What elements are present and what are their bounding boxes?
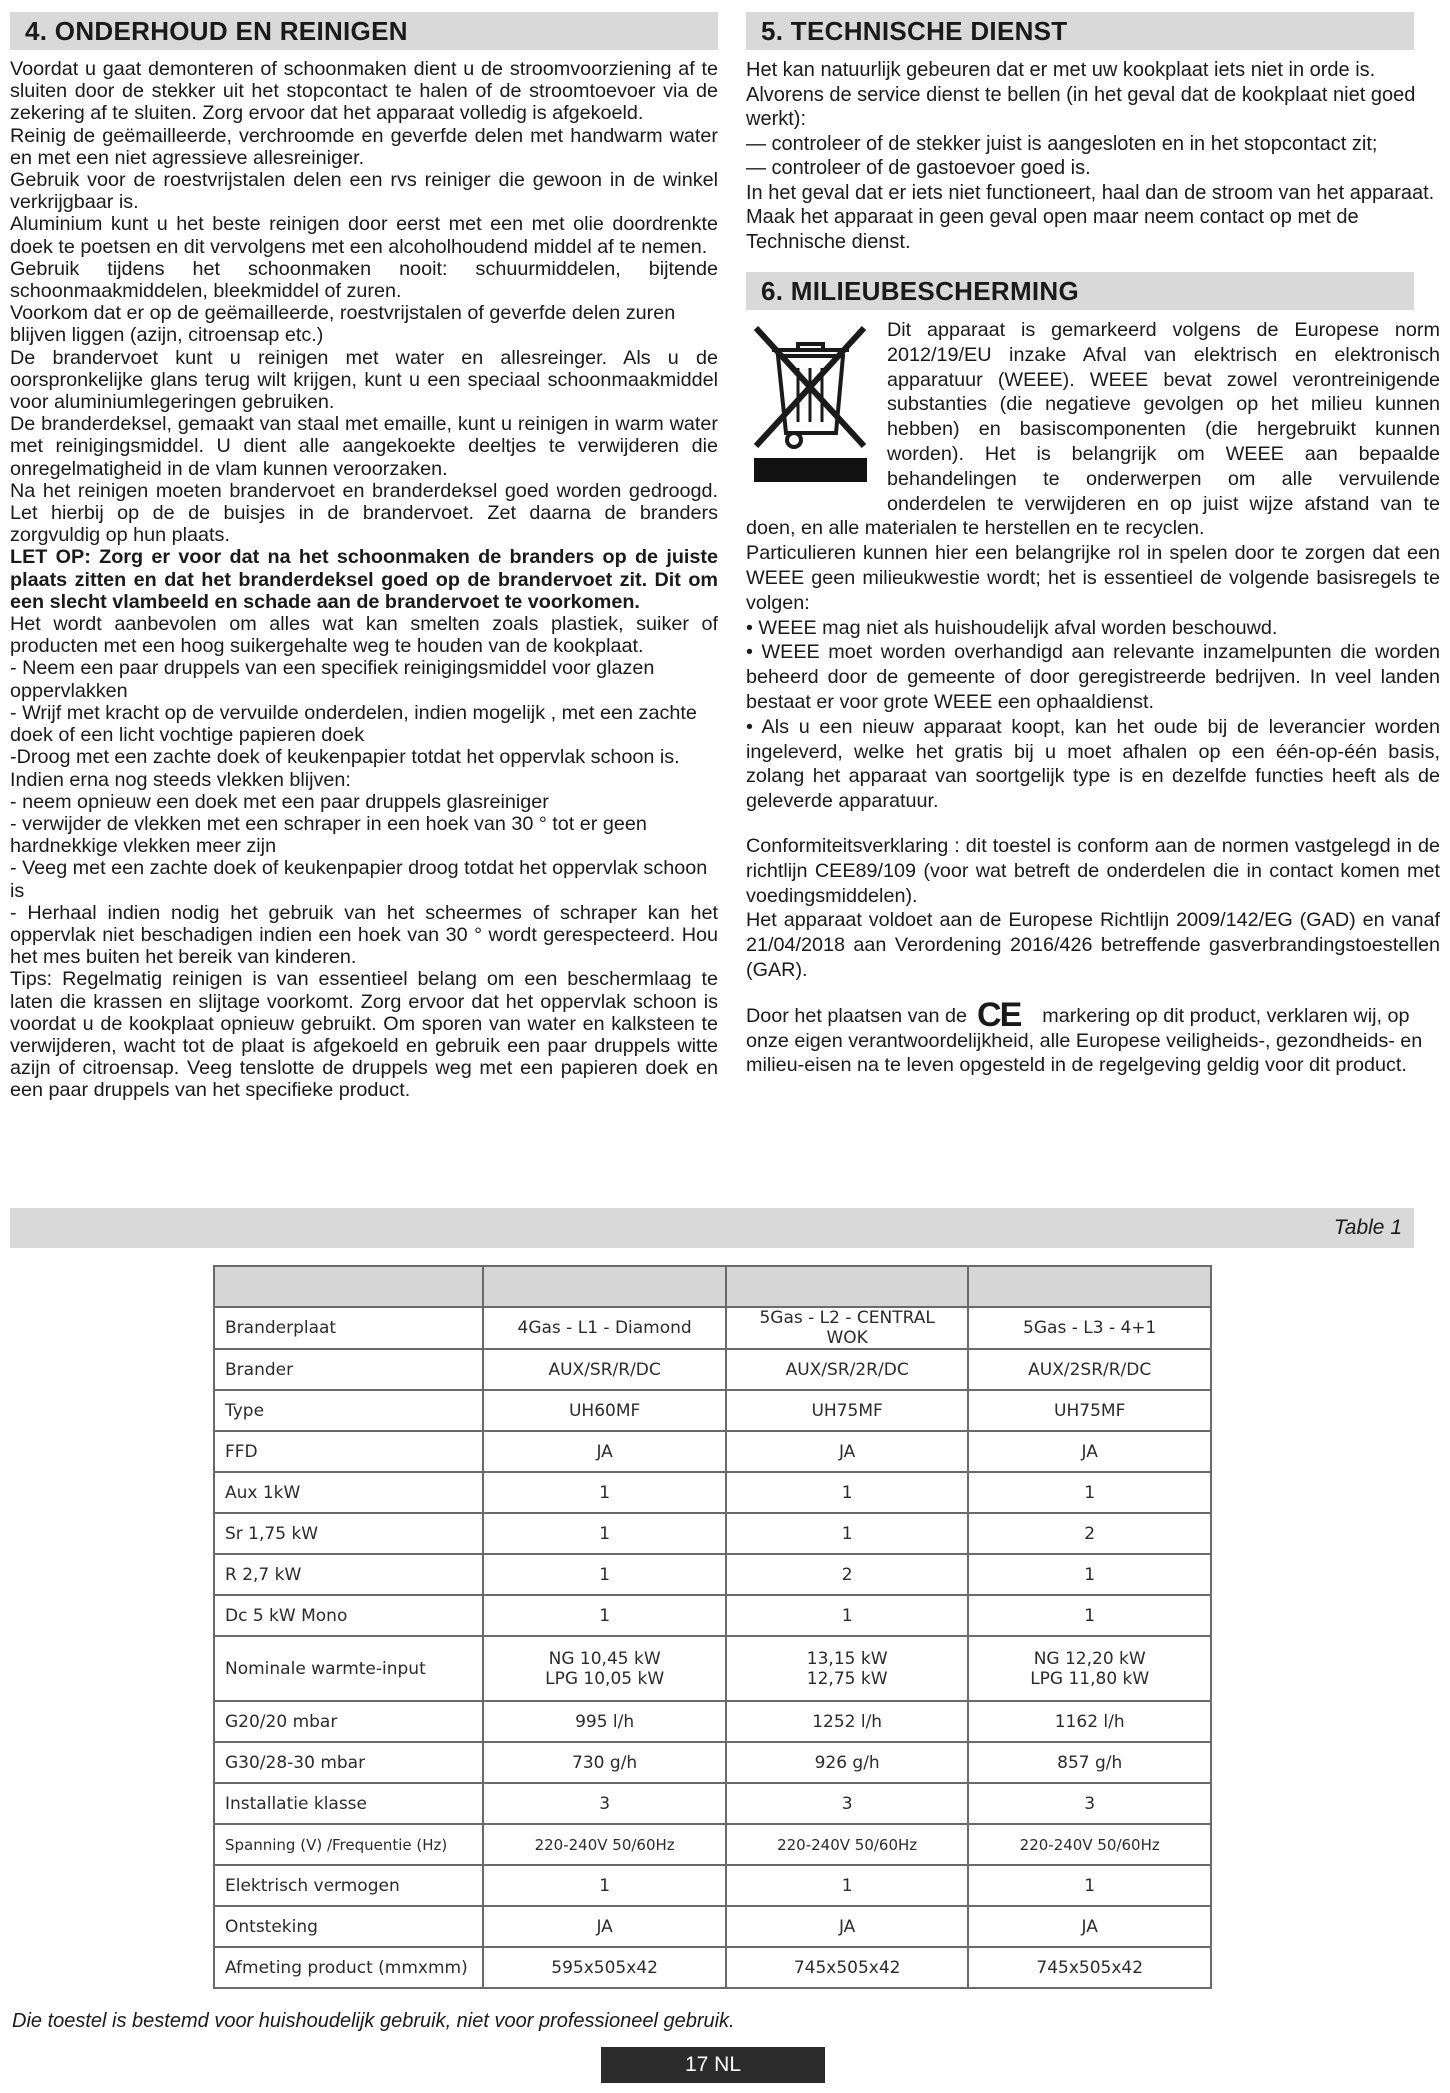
table-row bbox=[214, 1431, 1211, 1472]
cell: 1252 l/h bbox=[726, 1701, 969, 1742]
section-title-onderhoud: 4. ONDERHOUD EN REINIGEN bbox=[10, 12, 718, 50]
cell: 3 bbox=[483, 1783, 726, 1824]
cell: 730 g/h bbox=[483, 1742, 726, 1783]
table-row bbox=[214, 1349, 1211, 1390]
row-label: Sr 1,75 kW bbox=[214, 1513, 483, 1554]
cell-line: LPG 10,05 kW bbox=[545, 1668, 665, 1689]
paragraph: Gebruik voor de roestvrijstalen delen een rvs reiniger die gewoon in de winkel verkrijgbaar is. bbox=[10, 169, 718, 214]
table-row bbox=[214, 1554, 1211, 1595]
paragraph: Gebruik tijdens het schoonmaken nooit: schuurmiddelen, bijtende schoonmaakmiddelen, bleekmiddel of zuren. bbox=[10, 257, 718, 303]
row-label: Ontsteking bbox=[214, 1906, 483, 1947]
cell: 220-240V 50/60Hz bbox=[483, 1824, 726, 1865]
cell: JA bbox=[968, 1431, 1211, 1472]
cell-line: 13,15 kW bbox=[806, 1648, 888, 1669]
table-row bbox=[214, 1783, 1211, 1824]
cell: 220-240V 50/60Hz bbox=[726, 1824, 969, 1865]
cell: UH60MF bbox=[483, 1390, 726, 1431]
paragraph: Dit apparaat is gemarkeerd volgens de Europese norm 2012/19/EU inzake Afval van elektrisch en elektronisch apparatuur (WEEE). WEEE bevat zowel verontreinigende substanties (die negatieve gevolgen op het milieu kunnen hebben) en basiscomponenten (die hergebruikt kunnen worden). Het is belangrijk om WEEE aan bepaalde behandelingen te onderwerpen om alle vervuilende onderdelen te verwijderen en op juist wijze afstand van te doen, en alle materialen te herstellen en te recyclen. bbox=[746, 319, 1440, 540]
cell: JA bbox=[483, 1906, 726, 1947]
paragraph: • Als u een nieuw apparaat koopt, kan het oude bij de leverancier worden ingeleverd, welke het gratis bij u moet afhalen op een één-op-één basis, zolang het apparaat van soortgelijk type is en dezelfde functies heeft als de geleverde apparatuur. bbox=[746, 715, 1440, 813]
cell: AUX/SR/R/DC bbox=[483, 1349, 726, 1390]
cell: 1162 l/h bbox=[968, 1701, 1211, 1742]
cell bbox=[483, 1636, 726, 1701]
cell-line: LPG 11,80 kW bbox=[1030, 1668, 1150, 1689]
crossed-out-wheelie-bin-icon bbox=[748, 318, 873, 488]
spec-table bbox=[213, 1265, 1212, 1989]
ce-suffix: markering op dit product, verklaren wij, op onze eigen verantwoordelijkheid, alle Europese veiligheids-, gezondheids- en milieu-eisen na te leven opgesteld in de regelgeving geldig voor dit product. bbox=[746, 1004, 1423, 1077]
table-row bbox=[214, 1307, 1211, 1349]
cell-line: NG 12,20 kW bbox=[1033, 1648, 1146, 1669]
cell: 1 bbox=[726, 1595, 969, 1636]
cell: AUX/SR/2R/DC bbox=[726, 1349, 969, 1390]
section-title-technische-dienst: 5. TECHNISCHE DIENST bbox=[746, 12, 1414, 50]
cell: 220-240V 50/60Hz bbox=[968, 1824, 1211, 1865]
cell: 1 bbox=[726, 1472, 969, 1513]
cell: 595x505x42 bbox=[483, 1947, 726, 1988]
table-row bbox=[214, 1390, 1211, 1431]
cell: 926 g/h bbox=[726, 1742, 969, 1783]
section-title-milieubescherming: 6. MILIEUBESCHERMING bbox=[746, 272, 1414, 310]
row-label: Brander bbox=[214, 1349, 483, 1390]
cell: 1 bbox=[968, 1595, 1211, 1636]
paragraph: De brandervoet kunt u reinigen met water en allesreinger. Als u de oorspronkelijke glans terug wilt krijgen, kunt u een speciaal schoonmaakmiddel voor aluminiumlegeringen gebruiken. bbox=[10, 346, 718, 414]
paragraph: De branderdeksel, gemaakt van staal met emaille, kunt u reinigen in warm water met reinigingsmiddel. U dient alle aangekoekte deeltjes te verwijderen die onregelmatigheid in de vlam kunnen veroorzaken. bbox=[10, 413, 718, 480]
section-body-milieubescherming bbox=[746, 318, 1440, 1078]
warning-paragraph: LET OP: Zorg er voor dat na het schoonmaken de branders op de juiste plaats zitten en dat het branderdeksel goed op de brandervoet zit. Dit om een slecht vlambeeld en schade aan de brandervoet te voorkomen. bbox=[10, 546, 718, 613]
header-cell bbox=[214, 1266, 483, 1307]
table-caption-bar bbox=[10, 1208, 1414, 1248]
cell: JA bbox=[968, 1906, 1211, 1947]
table-row bbox=[214, 1824, 1211, 1865]
cell: AUX/2SR/R/DC bbox=[968, 1349, 1211, 1390]
paragraph: - verwijder de vlekken met een schraper in een hoek van 30 ° tot er geen hardnekkige vlekken meer zijn bbox=[10, 812, 647, 858]
cell: 5Gas - L2 - CENTRAL WOK bbox=[726, 1307, 969, 1349]
row-label: Installatie klasse bbox=[214, 1783, 483, 1824]
cell: JA bbox=[726, 1431, 969, 1472]
ce-mark-icon: CE bbox=[977, 995, 1021, 1034]
cell: 745x505x42 bbox=[968, 1947, 1211, 1988]
row-label: R 2,7 kW bbox=[214, 1554, 483, 1595]
row-label: Afmeting product (mmxmm) bbox=[214, 1947, 483, 1988]
table-row bbox=[214, 1636, 1211, 1701]
row-label: G30/28-30 mbar bbox=[214, 1742, 483, 1783]
row-label: Branderplaat bbox=[214, 1307, 483, 1349]
paragraph: Voorkom dat er op de geëmailleerde, roestvrijstalen of geverfde delen zuren blijven liggen (azijn, citroensap etc.) bbox=[10, 302, 676, 347]
cell: 2 bbox=[726, 1554, 969, 1595]
cell: 745x505x42 bbox=[726, 1947, 969, 1988]
paragraph: Het apparaat voldoet aan de Europese Richtlijn 2009/142/EG (GAD) en vanaf 21/04/2018 aan Verordening 2016/426 betreffende gasverbrandingstoestellen (GAR). bbox=[746, 909, 1440, 981]
cell: 1 bbox=[726, 1865, 969, 1906]
cell: 1 bbox=[483, 1865, 726, 1906]
table-caption: Table 1 bbox=[1333, 1216, 1402, 1239]
cell: JA bbox=[483, 1431, 726, 1472]
cell: 857 g/h bbox=[968, 1742, 1211, 1783]
paragraph: Het kan natuurlijk gebeuren dat er met uw kookplaat iets niet in orde is. Alvorens de service dienst te bellen (in het geval dat de kookplaat niet goed werkt): bbox=[746, 59, 1416, 130]
ce-prefix: Door het plaatsen van de bbox=[746, 1004, 968, 1027]
row-label: Spanning (V) /Frequentie (Hz) bbox=[214, 1824, 483, 1865]
paragraph: Tips: Regelmatig reinigen is van essentieel belang om een beschermlaag te laten die krassen en slijtage voorkomt. Zorg ervoor dat het oppervlak schoon is voordat u de kookplaat opnieuw gebruikt. Om sporen van water en kalksteen te verwijderen, wacht tot de plaat is afgekoeld en gebruik een paar druppels witte azijn of citroensap. Veeg tenslotte de druppels weg met een papieren doek en een paar druppels van het specifieke product. bbox=[10, 968, 718, 1102]
cell-line: NG 10,45 kW bbox=[548, 1648, 661, 1669]
paragraph: -Droog met een zachte doek of keukenpapier totdat het oppervlak schoon is. Indien erna nog steeds vlekken blijven: bbox=[10, 746, 680, 791]
cell: 4Gas - L1 - Diamond bbox=[483, 1307, 726, 1349]
page-number: 17 NL bbox=[601, 2047, 825, 2083]
cell: 1 bbox=[483, 1472, 726, 1513]
paragraph: Het wordt aanbevolen om alles wat kan smelten zoals plastiek, suiker of producten met een hoog suikergehalte weg te houden van de kookplaat. bbox=[10, 613, 718, 658]
row-label: Elektrisch vermogen bbox=[214, 1865, 483, 1906]
table-row bbox=[214, 1701, 1211, 1742]
paragraph: • WEEE mag niet als huishoudelijk afval worden beschouwd. bbox=[746, 616, 1278, 639]
cell: 1 bbox=[483, 1554, 726, 1595]
row-label: Aux 1kW bbox=[214, 1472, 483, 1513]
paragraph: - Herhaal indien nodig het gebruik van het scheermes of schraper kan het oppervlak niet beschadigen indien een hoek van 30 ° wordt gerespecteerd. Hou het mes buiten het bereik van kinderen. bbox=[10, 901, 718, 969]
row-label: Dc 5 kW Mono bbox=[214, 1595, 483, 1636]
table-row bbox=[214, 1947, 1211, 1988]
paragraph: - Veeg met een zachte doek of keukenpapier droog totdat het oppervlak schoon is bbox=[10, 857, 708, 902]
table-row bbox=[214, 1742, 1211, 1783]
paragraph: Reinig de geëmailleerde, verchroomde en geverfde delen met handwarm water en met een niet agressieve allesreiniger. bbox=[10, 124, 718, 169]
row-label: Type bbox=[214, 1390, 483, 1431]
cell: 1 bbox=[483, 1513, 726, 1554]
paragraph: — controleer of de stekker juist is aangesloten en in het stopcontact zit; bbox=[746, 132, 1378, 155]
paragraph: Conformiteitsverklaring : dit toestel is conform aan de normen vastgelegd in de richtlijn CEE89/109 (voor wat betreft de onderdelen die in contact komen met voedingsmiddelen). bbox=[746, 834, 1440, 907]
paragraph: • WEEE moet worden overhandigd aan relevante inzamelpunten die worden beheerd door de gemeente of door geregistreerde bedrijven. In veel landen bestaat er voor grote WEEE een ophaaldienst. bbox=[746, 641, 1440, 713]
header-cell bbox=[726, 1266, 969, 1307]
row-label: Nominale warmte-input bbox=[214, 1636, 483, 1701]
table-row bbox=[214, 1595, 1211, 1636]
footer-note: Die toestel is bestemd voor huishoudelijk gebruik, niet voor professioneel gebruik. bbox=[12, 2010, 735, 2032]
right-column bbox=[746, 12, 1440, 1078]
table-header-row bbox=[214, 1266, 1211, 1307]
paragraph: — controleer of de gastoevoer goed is. bbox=[746, 157, 1091, 179]
cell: 3 bbox=[968, 1783, 1211, 1824]
cell: 1 bbox=[968, 1554, 1211, 1595]
cell: 995 l/h bbox=[483, 1701, 726, 1742]
header-cell bbox=[483, 1266, 726, 1307]
table-row bbox=[214, 1513, 1211, 1554]
table-row bbox=[214, 1865, 1211, 1906]
row-label: G20/20 mbar bbox=[214, 1701, 483, 1742]
paragraph: - neem opnieuw een doek met een paar druppels glasreiniger bbox=[10, 790, 549, 813]
cell: UH75MF bbox=[726, 1390, 969, 1431]
cell: 1 bbox=[968, 1472, 1211, 1513]
section-onderhoud bbox=[10, 12, 718, 1102]
ce-paragraph bbox=[746, 995, 1440, 1078]
cell bbox=[968, 1636, 1211, 1701]
table-row bbox=[214, 1906, 1211, 1947]
section-body-onderhoud bbox=[10, 58, 718, 1102]
paragraph: Na het reinigen moeten brandervoet en branderdeksel goed worden gedroogd. Let hierbij op de de buisjes in de brandervoet. Zet daarna de branders zorgvuldig op hun plaats. bbox=[10, 479, 718, 547]
cell: 1 bbox=[483, 1595, 726, 1636]
cell: 3 bbox=[726, 1783, 969, 1824]
cell: JA bbox=[726, 1906, 969, 1947]
paragraph: Aluminium kunt u het beste reinigen door eerst met een met olie doordrenkte doek te poetsen en dit vervolgens met een alcoholhoudend middel af te nemen. bbox=[10, 213, 718, 258]
paragraph: - Wrijf met kracht op de vervuilde onderdelen, indien mogelijk , met een zachte doek of een licht vochtige papieren doek bbox=[10, 701, 697, 747]
paragraph: In het geval dat er iets niet functioneert, haal dan de stroom van het apparaat. Maak het apparaat in geen geval open maar neem contact op met de Technische dienst. bbox=[746, 181, 1435, 253]
paragraph: - Neem een paar druppels van een specifiek reinigingsmiddel voor glazen oppervlakken bbox=[10, 657, 655, 702]
row-label: FFD bbox=[214, 1431, 483, 1472]
paragraph: Voordat u gaat demonteren of schoonmaken dient u de stroomvoorziening af te sluiten door de stekker uit het stopcontact te halen of de stroomtoevoer via de zekering af te sluiten. Zorg ervoor dat het apparaat volledig is afgekoeld. bbox=[10, 58, 718, 125]
header-cell bbox=[968, 1266, 1211, 1307]
cell: 2 bbox=[968, 1513, 1211, 1554]
paragraph: Particulieren kunnen hier een belangrijke rol in spelen door te zorgen dat een WEEE geen milieukwestie wordt; het is essentieel de volgende basisregels te volgen: bbox=[746, 542, 1440, 614]
cell: 5Gas - L3 - 4+1 bbox=[968, 1307, 1211, 1349]
cell bbox=[726, 1636, 969, 1701]
cell: 1 bbox=[726, 1513, 969, 1554]
cell-line: 12,75 kW bbox=[806, 1668, 888, 1689]
cell: 1 bbox=[968, 1865, 1211, 1906]
table-row bbox=[214, 1472, 1211, 1513]
cell: UH75MF bbox=[968, 1390, 1211, 1431]
section-body-technische-dienst bbox=[746, 58, 1440, 254]
